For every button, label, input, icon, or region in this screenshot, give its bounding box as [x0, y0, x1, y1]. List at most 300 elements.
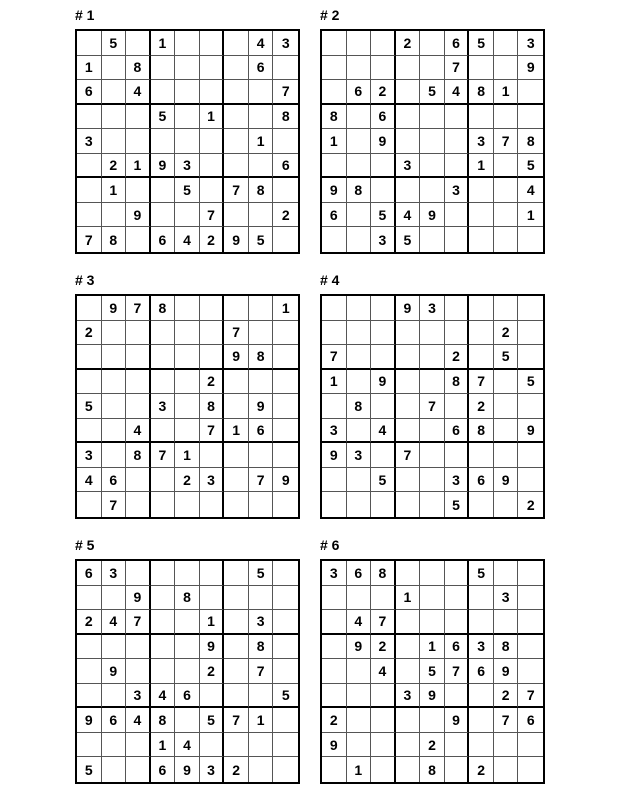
sudoku-cell: 9	[126, 203, 151, 228]
sudoku-cell	[200, 443, 225, 468]
sudoku-cell: 1	[249, 129, 274, 154]
sudoku-cell: 9	[518, 419, 543, 444]
sudoku-cell	[494, 105, 519, 130]
sudoku-cell	[322, 492, 347, 517]
sudoku-cell	[200, 31, 225, 56]
sudoku-cell	[518, 345, 543, 370]
puzzle-3-grid	[75, 294, 300, 519]
sudoku-cell: 7	[396, 443, 421, 468]
sudoku-cell: 4	[77, 468, 102, 493]
sudoku-cell	[249, 492, 274, 517]
sudoku-cell: 6	[175, 684, 200, 709]
sudoku-cell: 1	[249, 708, 274, 733]
sudoku-cell: 1	[77, 56, 102, 81]
sudoku-cell	[518, 635, 543, 660]
puzzle-6-title: # 6	[320, 537, 340, 553]
sudoku-cell	[249, 370, 274, 395]
sudoku-cell	[518, 733, 543, 758]
sudoku-cell: 8	[420, 757, 445, 782]
sudoku-cell: 3	[445, 468, 470, 493]
sudoku-cell	[469, 178, 494, 203]
sudoku-cell	[102, 757, 127, 782]
sudoku-cell: 7	[224, 178, 249, 203]
sudoku-cell	[396, 610, 421, 635]
sudoku-cell: 8	[273, 105, 298, 130]
sudoku-cell	[151, 370, 176, 395]
sudoku-cell	[273, 370, 298, 395]
sudoku-cell: 6	[469, 468, 494, 493]
sudoku-cell: 9	[322, 733, 347, 758]
sudoku-cell	[273, 394, 298, 419]
sudoku-cell	[445, 586, 470, 611]
sudoku-cell: 6	[445, 419, 470, 444]
sudoku-cell	[224, 443, 249, 468]
sudoku-cell	[126, 757, 151, 782]
sudoku-cell	[224, 296, 249, 321]
sudoku-cell: 2	[273, 203, 298, 228]
sudoku-cell	[445, 203, 470, 228]
sudoku-cell	[273, 443, 298, 468]
sudoku-cell: 4	[396, 203, 421, 228]
sudoku-cell	[175, 561, 200, 586]
sudoku-cell	[347, 468, 372, 493]
sudoku-cell	[494, 178, 519, 203]
sudoku-cell	[151, 80, 176, 105]
sudoku-cell	[322, 635, 347, 660]
sudoku-cell: 1	[151, 733, 176, 758]
sudoku-cell: 7	[445, 659, 470, 684]
sudoku-cell: 3	[77, 443, 102, 468]
sudoku-cell	[151, 659, 176, 684]
sudoku-cell: 2	[469, 757, 494, 782]
sudoku-cell: 6	[151, 757, 176, 782]
sudoku-cell: 3	[249, 610, 274, 635]
sudoku-cell	[77, 296, 102, 321]
sudoku-cell: 4	[371, 419, 396, 444]
sudoku-cell: 1	[518, 203, 543, 228]
sudoku-cell: 1	[322, 129, 347, 154]
sudoku-cell: 3	[494, 586, 519, 611]
sudoku-cell: 1	[151, 31, 176, 56]
sudoku-cell: 9	[224, 227, 249, 252]
sudoku-cell: 9	[518, 56, 543, 81]
sudoku-cell	[322, 394, 347, 419]
sudoku-cell: 7	[200, 203, 225, 228]
sudoku-cell	[175, 56, 200, 81]
sudoku-cell: 2	[77, 321, 102, 346]
sudoku-cell: 9	[322, 443, 347, 468]
sudoku-cell: 9	[224, 345, 249, 370]
sudoku-cell	[249, 443, 274, 468]
sudoku-cell	[396, 321, 421, 346]
sudoku-cell	[249, 733, 274, 758]
sudoku-cell: 7	[494, 129, 519, 154]
sudoku-cell: 8	[249, 178, 274, 203]
sudoku-cell	[347, 370, 372, 395]
sudoku-cell: 4	[175, 227, 200, 252]
sudoku-cell	[347, 296, 372, 321]
sudoku-cell: 6	[518, 708, 543, 733]
sudoku-cell: 3	[322, 561, 347, 586]
sudoku-cell: 5	[420, 659, 445, 684]
sudoku-cell	[347, 684, 372, 709]
puzzle-5-grid	[75, 559, 300, 784]
sudoku-cell	[494, 154, 519, 179]
sudoku-cell	[347, 708, 372, 733]
sudoku-cell: 5	[469, 561, 494, 586]
sudoku-cell: 2	[200, 370, 225, 395]
sudoku-cell	[249, 684, 274, 709]
sudoku-cell	[126, 227, 151, 252]
sudoku-cell	[175, 31, 200, 56]
sudoku-cell	[77, 178, 102, 203]
sudoku-cell	[347, 105, 372, 130]
sudoku-cell: 1	[200, 105, 225, 130]
puzzle-6-grid	[320, 559, 545, 784]
sudoku-cell: 9	[322, 178, 347, 203]
sudoku-cell	[396, 635, 421, 660]
sudoku-cell: 7	[249, 659, 274, 684]
sudoku-cell: 4	[151, 684, 176, 709]
sudoku-cell: 8	[322, 105, 347, 130]
sudoku-cell	[494, 31, 519, 56]
sudoku-cell	[151, 129, 176, 154]
sudoku-cell: 7	[445, 56, 470, 81]
sudoku-cell	[420, 154, 445, 179]
sudoku-cell	[445, 443, 470, 468]
sudoku-cell	[420, 610, 445, 635]
sudoku-cell: 9	[249, 394, 274, 419]
sudoku-cell	[249, 586, 274, 611]
sudoku-cell	[445, 394, 470, 419]
sudoku-cell	[469, 443, 494, 468]
sudoku-cell	[175, 708, 200, 733]
sudoku-cell: 2	[396, 31, 421, 56]
sudoku-cell: 9	[445, 708, 470, 733]
sudoku-cell	[224, 105, 249, 130]
sudoku-cell	[102, 635, 127, 660]
sudoku-cell	[347, 659, 372, 684]
sudoku-cell	[102, 203, 127, 228]
sudoku-cell: 7	[322, 345, 347, 370]
sudoku-cell	[469, 321, 494, 346]
sudoku-cell: 1	[273, 296, 298, 321]
sudoku-cell: 2	[494, 684, 519, 709]
sudoku-cell	[396, 178, 421, 203]
sudoku-cell: 3	[469, 129, 494, 154]
sudoku-cell	[102, 684, 127, 709]
sudoku-cell	[102, 105, 127, 130]
sudoku-cell: 3	[322, 419, 347, 444]
sudoku-cell	[126, 659, 151, 684]
sudoku-cell	[371, 443, 396, 468]
sudoku-cell	[396, 345, 421, 370]
sudoku-cell	[396, 659, 421, 684]
sudoku-cell	[420, 468, 445, 493]
sudoku-cell	[249, 296, 274, 321]
sudoku-cell	[151, 610, 176, 635]
sudoku-cell	[518, 105, 543, 130]
sudoku-cell	[224, 56, 249, 81]
sudoku-cell	[420, 370, 445, 395]
sudoku-cell	[445, 296, 470, 321]
sudoku-cell	[249, 757, 274, 782]
sudoku-cell: 6	[347, 80, 372, 105]
sudoku-cell	[420, 345, 445, 370]
sudoku-cell: 2	[494, 321, 519, 346]
sudoku-cell: 8	[102, 227, 127, 252]
sudoku-cell: 1	[200, 610, 225, 635]
sudoku-cell: 1	[494, 80, 519, 105]
sudoku-cell: 9	[494, 468, 519, 493]
sudoku-cell	[518, 227, 543, 252]
sudoku-cell	[518, 561, 543, 586]
sudoku-cell	[126, 105, 151, 130]
sudoku-cell	[494, 443, 519, 468]
sudoku-cell: 2	[469, 394, 494, 419]
sudoku-cell	[224, 659, 249, 684]
sudoku-cell	[347, 154, 372, 179]
sudoku-cell: 5	[371, 468, 396, 493]
sudoku-cell: 7	[249, 468, 274, 493]
sudoku-cell	[445, 321, 470, 346]
sudoku-cell: 9	[200, 635, 225, 660]
sudoku-cell	[273, 129, 298, 154]
sudoku-cell	[494, 394, 519, 419]
puzzle-2-grid	[320, 29, 545, 254]
sudoku-cell	[249, 203, 274, 228]
sudoku-cell	[420, 227, 445, 252]
sudoku-cell	[322, 321, 347, 346]
sudoku-cell: 9	[175, 757, 200, 782]
sudoku-cell	[396, 80, 421, 105]
sudoku-cell: 2	[371, 635, 396, 660]
sudoku-cell: 2	[224, 757, 249, 782]
sudoku-cell	[445, 561, 470, 586]
sudoku-cell	[77, 492, 102, 517]
sudoku-cell	[249, 80, 274, 105]
sudoku-cell: 8	[347, 178, 372, 203]
sudoku-cell	[371, 586, 396, 611]
sudoku-cell	[322, 659, 347, 684]
sudoku-cell	[494, 56, 519, 81]
sudoku-cell: 9	[102, 659, 127, 684]
sudoku-cell	[322, 296, 347, 321]
sudoku-cell: 6	[445, 31, 470, 56]
sudoku-cell	[494, 610, 519, 635]
sudoku-cell: 9	[371, 370, 396, 395]
sudoku-cell: 1	[224, 419, 249, 444]
puzzle-1-grid	[75, 29, 300, 254]
sudoku-cell: 6	[151, 227, 176, 252]
sudoku-cell: 9	[494, 659, 519, 684]
sudoku-cell	[175, 394, 200, 419]
sudoku-cell	[126, 394, 151, 419]
sudoku-cell: 9	[396, 296, 421, 321]
sudoku-cell: 5	[371, 203, 396, 228]
sudoku-cell	[102, 394, 127, 419]
sudoku-cell	[126, 468, 151, 493]
sudoku-cell	[347, 227, 372, 252]
sudoku-cell	[494, 757, 519, 782]
sudoku-cell: 2	[371, 80, 396, 105]
sudoku-cell	[200, 684, 225, 709]
sudoku-cell	[200, 129, 225, 154]
sudoku-cell: 1	[126, 154, 151, 179]
sudoku-cell: 6	[249, 419, 274, 444]
sudoku-cell	[469, 227, 494, 252]
sudoku-cell: 7	[371, 610, 396, 635]
sudoku-cell	[77, 684, 102, 709]
sudoku-cell: 9	[151, 154, 176, 179]
sudoku-cell: 1	[102, 178, 127, 203]
puzzle-3-title: # 3	[75, 272, 95, 288]
sudoku-cell: 5	[420, 80, 445, 105]
sudoku-cell	[175, 129, 200, 154]
sudoku-cell	[77, 370, 102, 395]
sudoku-cell	[126, 370, 151, 395]
sudoku-cell	[224, 203, 249, 228]
sudoku-cell: 8	[126, 443, 151, 468]
sudoku-cell	[469, 296, 494, 321]
sudoku-cell	[396, 468, 421, 493]
sudoku-cell	[396, 757, 421, 782]
sudoku-cell	[224, 394, 249, 419]
sudoku-cell: 2	[77, 610, 102, 635]
sudoku-cell: 9	[347, 635, 372, 660]
sudoku-cell	[224, 154, 249, 179]
sudoku-cell: 6	[102, 708, 127, 733]
sudoku-cell	[102, 443, 127, 468]
sudoku-cell	[420, 178, 445, 203]
sudoku-cell	[224, 586, 249, 611]
sudoku-cell	[273, 757, 298, 782]
sudoku-cell	[175, 659, 200, 684]
sudoku-cell	[469, 586, 494, 611]
sudoku-cell	[224, 610, 249, 635]
sudoku-cell	[347, 345, 372, 370]
sudoku-cell: 8	[469, 419, 494, 444]
sudoku-cell: 5	[469, 31, 494, 56]
sudoku-cell: 3	[200, 468, 225, 493]
sudoku-cell: 8	[151, 296, 176, 321]
sudoku-cell: 8	[518, 129, 543, 154]
sudoku-cell	[273, 321, 298, 346]
sudoku-cell	[396, 394, 421, 419]
sudoku-cell: 3	[371, 227, 396, 252]
sudoku-cell: 6	[102, 468, 127, 493]
sudoku-cell	[224, 684, 249, 709]
sudoku-cell: 5	[77, 757, 102, 782]
sudoku-cell	[347, 203, 372, 228]
puzzle-4-title: # 4	[320, 272, 340, 288]
sudoku-cell: 3	[175, 154, 200, 179]
sudoku-cell	[273, 227, 298, 252]
sudoku-cell	[420, 492, 445, 517]
sudoku-cell	[445, 757, 470, 782]
sudoku-cell	[371, 733, 396, 758]
sudoku-cell: 4	[126, 80, 151, 105]
sudoku-cell	[347, 56, 372, 81]
sudoku-cell: 9	[420, 684, 445, 709]
sudoku-cell: 3	[347, 443, 372, 468]
sudoku-cell: 6	[371, 105, 396, 130]
sudoku-cell	[371, 394, 396, 419]
sudoku-cell	[445, 733, 470, 758]
sudoku-cell	[273, 586, 298, 611]
sudoku-cell: 1	[396, 586, 421, 611]
sudoku-cell	[77, 31, 102, 56]
sudoku-cell: 8	[371, 561, 396, 586]
sudoku-cell	[126, 178, 151, 203]
sudoku-cell	[396, 419, 421, 444]
sudoku-cell	[126, 635, 151, 660]
sudoku-cell	[445, 684, 470, 709]
sudoku-cell: 4	[347, 610, 372, 635]
sudoku-cell: 2	[200, 659, 225, 684]
sudoku-cell: 7	[224, 708, 249, 733]
puzzle-1-title: # 1	[75, 7, 95, 23]
sudoku-cell	[396, 129, 421, 154]
sudoku-cell	[200, 586, 225, 611]
sudoku-cell: 5	[396, 227, 421, 252]
sudoku-cell	[224, 561, 249, 586]
sudoku-cell: 8	[347, 394, 372, 419]
sudoku-cell	[494, 227, 519, 252]
sudoku-cell	[249, 105, 274, 130]
sudoku-cell: 7	[494, 708, 519, 733]
sudoku-cell	[518, 468, 543, 493]
sudoku-cell: 5	[494, 345, 519, 370]
sudoku-cell	[77, 203, 102, 228]
sudoku-cell	[518, 586, 543, 611]
sudoku-cell	[322, 468, 347, 493]
sudoku-cell	[347, 733, 372, 758]
sudoku-cell	[77, 733, 102, 758]
sudoku-cell	[445, 105, 470, 130]
sudoku-cell	[396, 56, 421, 81]
puzzle-2-title: # 2	[320, 7, 340, 23]
sudoku-cell: 7	[420, 394, 445, 419]
sudoku-cell	[273, 733, 298, 758]
sudoku-cell: 2	[420, 733, 445, 758]
sudoku-cell: 5	[175, 178, 200, 203]
sudoku-cell: 3	[420, 296, 445, 321]
sudoku-cell	[200, 296, 225, 321]
sudoku-cell: 5	[151, 105, 176, 130]
sudoku-cell	[445, 610, 470, 635]
sudoku-cell	[224, 492, 249, 517]
sudoku-cell: 9	[77, 708, 102, 733]
sudoku-cell	[518, 394, 543, 419]
sudoku-cell	[273, 56, 298, 81]
sudoku-cell	[77, 154, 102, 179]
sudoku-cell	[420, 586, 445, 611]
puzzle-5-title: # 5	[75, 537, 95, 553]
sudoku-cell	[273, 178, 298, 203]
sudoku-cell	[322, 757, 347, 782]
sudoku-cell: 4	[102, 610, 127, 635]
sudoku-cell	[224, 733, 249, 758]
sudoku-cell	[396, 561, 421, 586]
sudoku-cell: 2	[175, 468, 200, 493]
sudoku-cell	[322, 56, 347, 81]
sudoku-cell	[224, 370, 249, 395]
sudoku-cell: 8	[126, 56, 151, 81]
sudoku-cell: 3	[273, 31, 298, 56]
sudoku-cell	[151, 586, 176, 611]
sudoku-cell	[175, 80, 200, 105]
